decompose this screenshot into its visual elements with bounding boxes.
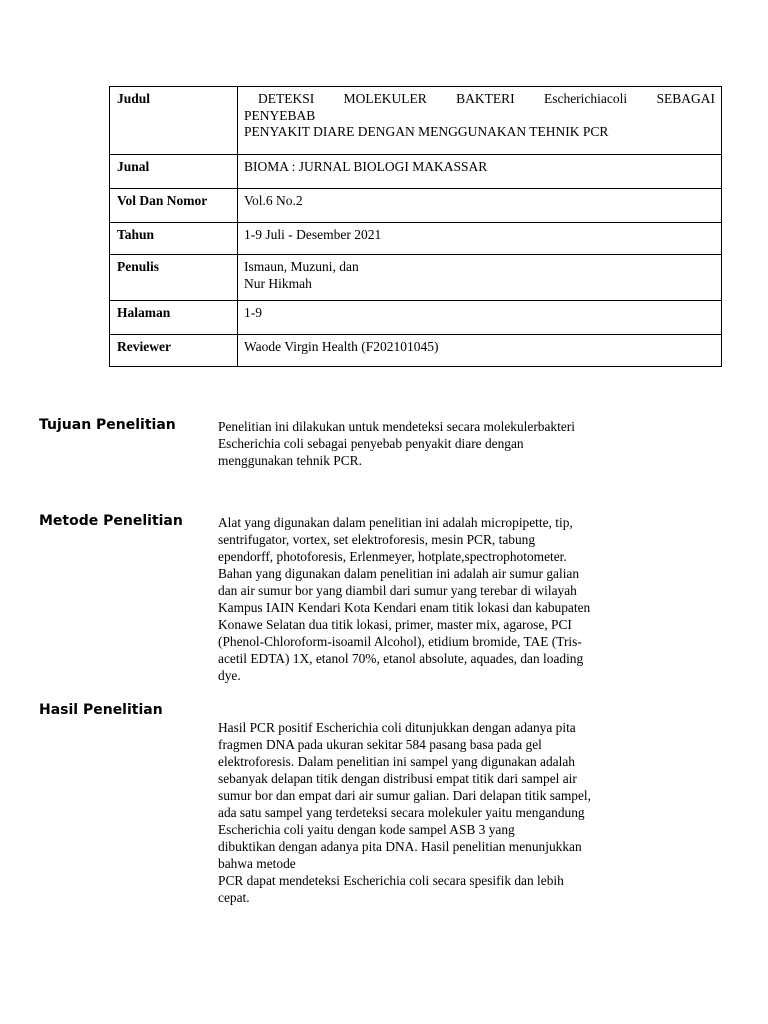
table-row-reviewer <box>110 335 722 367</box>
hasil-line: PCR dapat mendeteksi Escherichia coli secara spesifik dan lebih <box>218 873 564 888</box>
metode-line: Konawe Selatan dua titik lokasi, primer, master mix, agarose, PCI <box>218 617 572 632</box>
title-line-2: PENYEBAB <box>244 107 316 123</box>
hasil-line: fragmen DNA pada ukuran sekitar 584 pasang basa pada gel <box>218 737 542 752</box>
paragraph-metode <box>218 514 658 684</box>
value-halaman: 1-9 <box>238 301 722 335</box>
label-vol: Vol Dan Nomor <box>110 189 238 223</box>
tujuan-line: menggunakan tehnik PCR. <box>218 453 362 468</box>
table-row-vol <box>110 189 722 223</box>
table-row-penulis <box>110 255 722 301</box>
label-judul: Judul <box>110 87 238 155</box>
hasil-line: bahwa metode <box>218 856 296 871</box>
title-line-3: PENYAKIT DIARE DENGAN MENGGUNAKAN TEHNIK PCR <box>244 124 609 139</box>
label-halaman: Halaman <box>110 301 238 335</box>
table-row-tahun <box>110 223 722 255</box>
label-tahun: Tahun <box>110 223 238 255</box>
metode-line: sentrifugator, vortex, set elektroforesis, mesin PCR, tabung <box>218 532 536 547</box>
paragraph-tujuan <box>218 418 658 469</box>
value-tahun: 1-9 Juli - Desember 2021 <box>238 223 722 255</box>
hasil-line: sumur bor dan empat dari air sumur galian. Dari delapan titik sampel, <box>218 788 591 803</box>
metode-line: dye. <box>218 668 241 683</box>
hasil-line: Hasil PCR positif Escherichia coli ditunjukkan dengan adanya pita <box>218 720 576 735</box>
hasil-line: ada satu sampel yang terdeteksi secara molekuler yaitu mengandung <box>218 805 585 820</box>
value-judul <box>238 87 722 155</box>
value-penulis <box>238 255 722 301</box>
metode-line: ependorff, photoforesis, Erlenmeyer, hotplate,spectrophotometer. <box>218 549 567 564</box>
metode-line: Bahan yang digunakan dalam penelitian ini adalah air sumur galian <box>218 566 580 581</box>
heading-metode: Metode Penelitian <box>39 513 183 529</box>
penulis-line-1: Ismaun, Muzuni, dan <box>244 259 359 274</box>
hasil-line: dibuktikan dengan adanya pita DNA. Hasil penelitian menunjukkan <box>218 839 582 854</box>
metode-line: Alat yang digunakan dalam penelitian ini adalah micropipette, tip, <box>218 515 573 530</box>
title-line-1: DETEKSI MOLEKULER BAKTERI Escherichiacoli SEBAGAI <box>258 91 715 106</box>
heading-hasil: Hasil Penelitian <box>39 702 163 718</box>
value-junal: BIOMA : JURNAL BIOLOGI MAKASSAR <box>238 155 722 189</box>
metode-line: Kampus IAIN Kendari Kota Kendari enam titik lokasi dan kabupaten <box>218 600 591 615</box>
label-penulis: Penulis <box>110 255 238 301</box>
label-junal: Junal <box>110 155 238 189</box>
table-row-judul <box>110 87 722 155</box>
label-reviewer: Reviewer <box>110 335 238 367</box>
paragraph-hasil <box>218 719 658 906</box>
metode-line: acetil EDTA) 1X, etanol 70%, etanol absolute, aquades, dan loading <box>218 651 584 666</box>
value-reviewer: Waode Virgin Health (F202101045) <box>238 335 722 367</box>
hasil-line: sebanyak delapan titik dengan distribusi empat titik dari sampel air <box>218 771 577 786</box>
hasil-line: elektroforesis. Dalam penelitian ini sampel yang digunakan adalah <box>218 754 575 769</box>
tujuan-line: Escherichia coli sebagai penyebab penyakit diare dengan <box>218 436 524 451</box>
journal-info-table <box>109 86 722 367</box>
hasil-line: Escherichia coli yaitu dengan kode sampel ASB 3 yang <box>218 822 515 837</box>
heading-tujuan: Tujuan Penelitian <box>39 417 176 433</box>
value-vol: Vol.6 No.2 <box>238 189 722 223</box>
penulis-line-2: Nur Hikmah <box>244 275 312 291</box>
table-row-junal <box>110 155 722 189</box>
table-row-halaman <box>110 301 722 335</box>
hasil-line: cepat. <box>218 890 250 905</box>
metode-line: (Phenol-Chloroform-isoamil Alcohol), etidium bromide, TAE (Tris- <box>218 634 582 649</box>
tujuan-line: Penelitian ini dilakukan untuk mendeteksi secara molekulerbakteri <box>218 419 575 434</box>
metode-line: dan air sumur bor yang diambil dari sumur yang terebar di wilayah <box>218 583 577 598</box>
